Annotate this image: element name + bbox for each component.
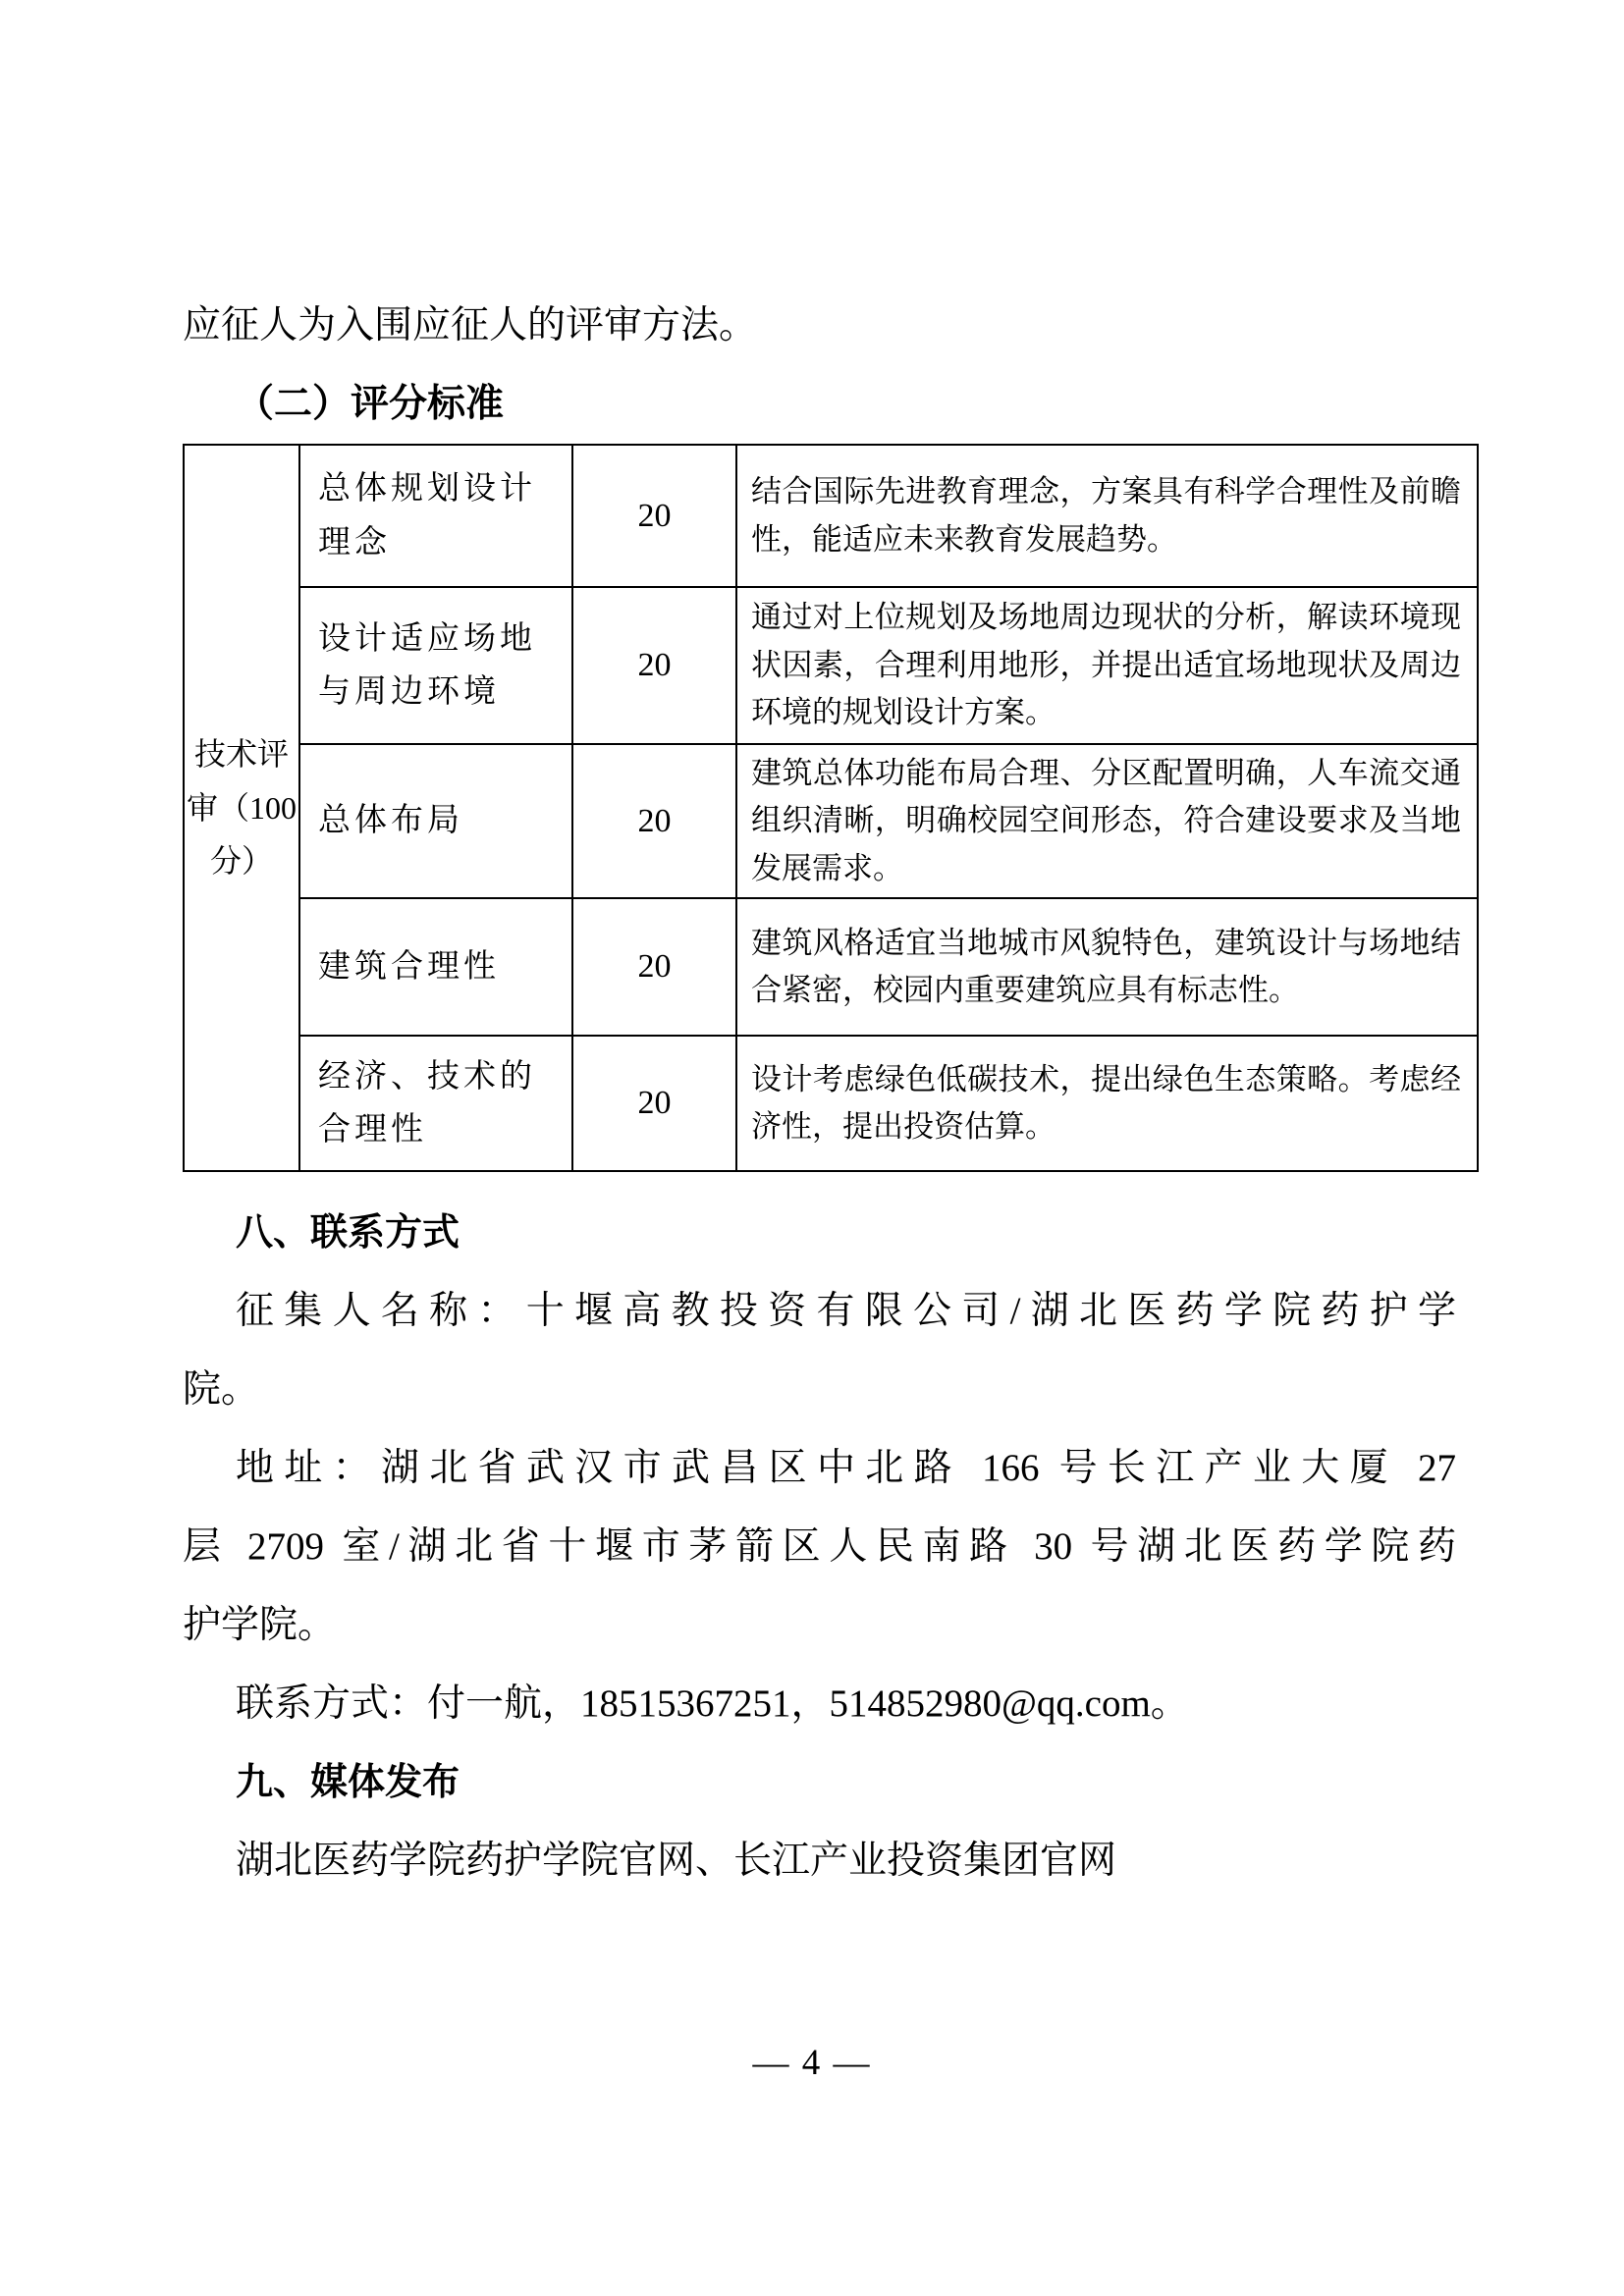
paragraph-line: 层 2709 室/湖北省十堰市茅箭区人民南路 30 号湖北医药学院药	[183, 1525, 1456, 1568]
page-number: — 4 —	[752, 2043, 872, 2083]
score-table-row	[184, 445, 1478, 587]
score-table-row	[184, 744, 1478, 898]
score-table	[183, 444, 1479, 1172]
paragraph-line: 护学院。	[183, 1604, 337, 1646]
score-cell: 20	[572, 898, 736, 1036]
media-release-line: 湖北医药学院药护学院官网、长江产业投资集团官网	[236, 1840, 1117, 1882]
contact-name-paragraph	[183, 1272, 1456, 1429]
section-heading-contact: 八、联系方式	[236, 1212, 460, 1254]
score-table-row	[184, 1036, 1478, 1171]
score-cell: 20	[572, 1036, 736, 1171]
score-cell: 20	[572, 744, 736, 898]
criterion-cell: 设计适应场地与周边环境	[299, 587, 572, 744]
criterion-cell: 总体规划设计理念	[299, 445, 572, 587]
paragraph-line: 院。	[183, 1368, 260, 1411]
address-paragraph	[183, 1429, 1456, 1665]
criterion-cell: 总体布局	[299, 744, 572, 898]
section-heading-scoring-criteria: （二）评分标准	[236, 383, 505, 425]
description-cell: 结合国际先进教育理念，方案具有科学合理性及前瞻性，能适应未来教育发展趋势。	[736, 445, 1478, 587]
description-cell: 设计考虑绿色低碳技术，提出绿色生态策略。考虑经济性，提出投资估算。	[736, 1036, 1478, 1171]
group-label-cell: 技术评审（100分）	[184, 445, 299, 1171]
criterion-cell: 经济、技术的合理性	[299, 1036, 572, 1171]
description-cell: 通过对上位规划及场地周边现状的分析，解读环境现状因素，合理利用地形，并提出适宜场地现状及周边环境的规划设计方案。	[736, 587, 1478, 744]
contact-info-line: 联系方式：付一航，18515367251，514852980@qq.com。	[236, 1682, 1189, 1725]
score-table-row	[184, 898, 1478, 1036]
document-content	[183, 287, 1461, 1900]
paragraph-line: 地址：湖北省武汉市武昌区中北路 166 号长江产业大厦 27	[236, 1447, 1456, 1489]
intro-paragraph-line: 应征人为入围应征人的评审方法。	[183, 304, 758, 347]
criterion-cell: 建筑合理性	[299, 898, 572, 1036]
description-cell: 建筑风格适宜当地城市风貌特色，建筑设计与场地结合紧密，校园内重要建筑应具有标志性。	[736, 898, 1478, 1036]
score-table-row	[184, 587, 1478, 744]
paragraph-line: 征集人名称：十堰高教投资有限公司/湖北医药学院药护学	[236, 1290, 1456, 1332]
score-cell: 20	[572, 445, 736, 587]
score-cell: 20	[572, 587, 736, 744]
section-heading-media: 九、媒体发布	[236, 1762, 460, 1803]
description-cell: 建筑总体功能布局合理、分区配置明确，人车流交通组织清晰，明确校园空间形态，符合建设要求及当地发展需求。	[736, 744, 1478, 898]
